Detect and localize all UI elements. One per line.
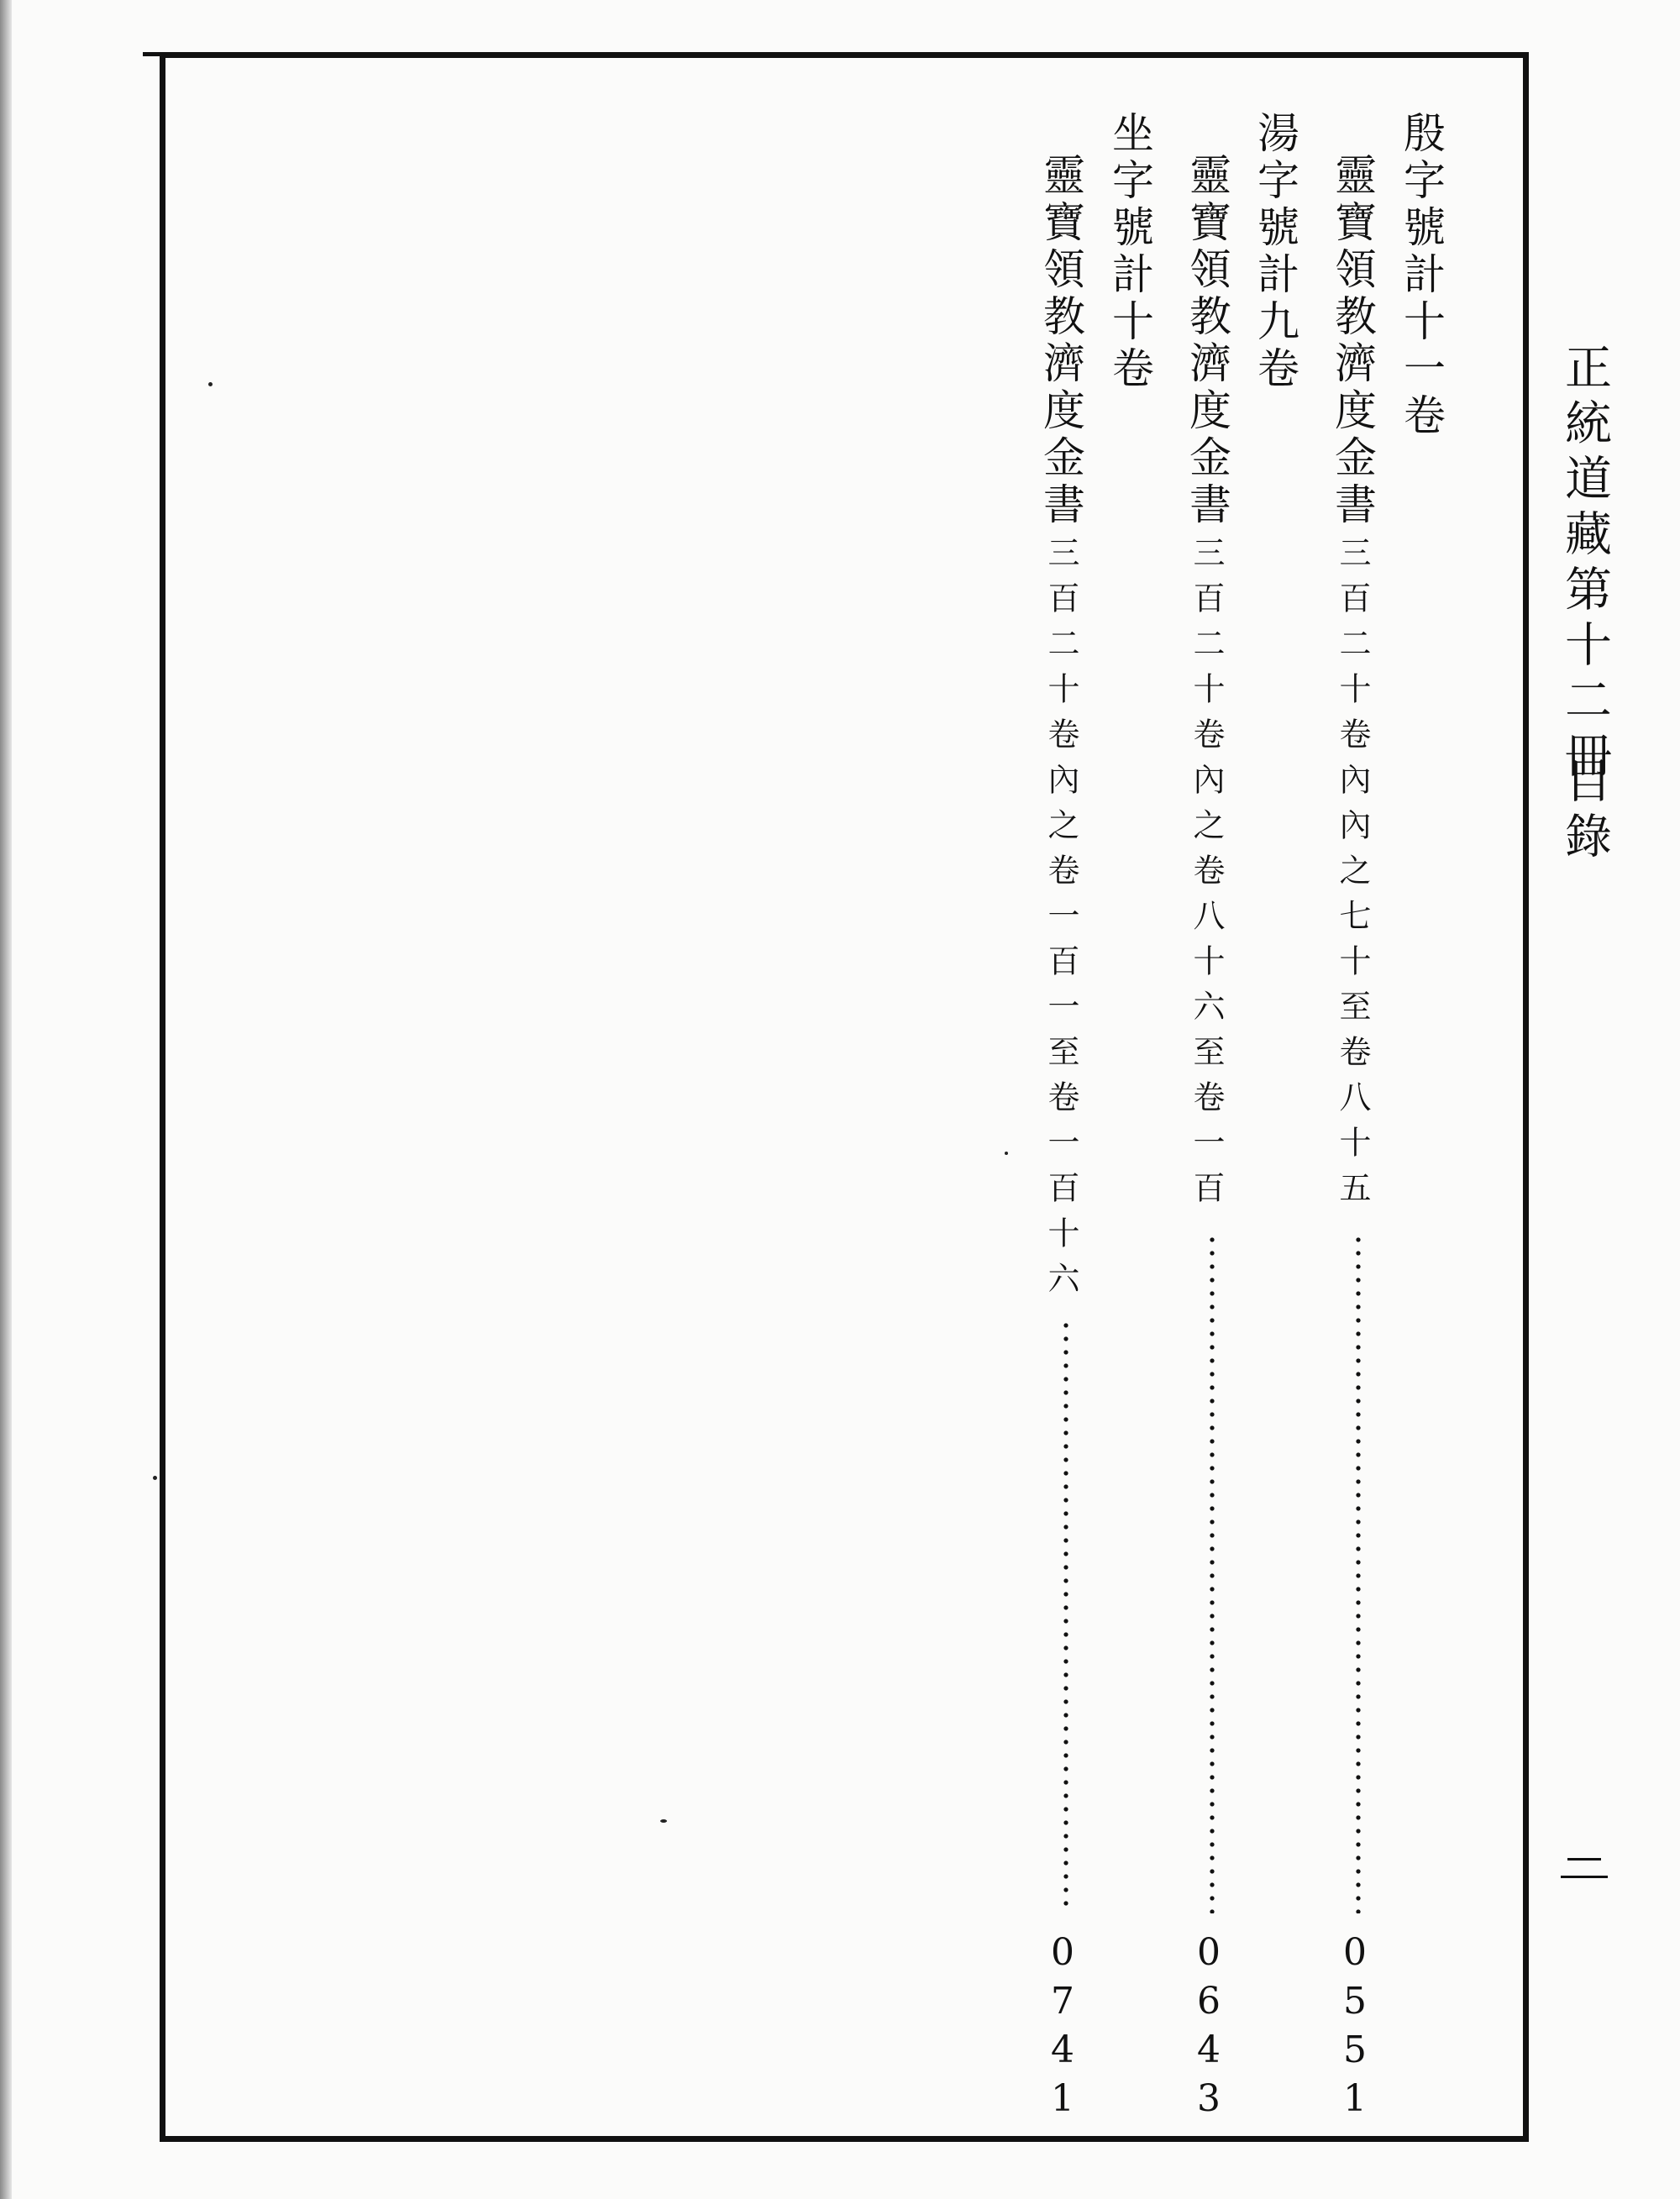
entry-1-page-digit: 5: [1343, 1980, 1367, 2023]
entry-2-page-digit: 6: [1197, 1980, 1221, 2023]
scan-speck: [1005, 1152, 1008, 1155]
scan-speck: [208, 382, 213, 386]
entry-3-page-digit: 0: [1051, 1931, 1074, 1974]
entry-1-leader-dots: [1356, 1233, 1361, 1913]
entry-2-page-digit: 4: [1197, 2028, 1221, 2071]
entry-1-page-number: [1334, 1929, 1376, 2123]
entry-3-leader-dots: [1063, 1319, 1068, 1913]
scan-speck: [153, 1476, 157, 1480]
side-title: 正統道藏第十二冊: [1557, 343, 1612, 786]
entry-3-page-digit: 4: [1051, 2028, 1074, 2071]
entry-2-volumes: 三百二十卷內之卷八十六至卷一百: [1188, 536, 1225, 1216]
entry-2-title: 靈寶領教濟度金書: [1183, 153, 1231, 529]
entry-3-page-digit: 7: [1051, 1980, 1074, 2023]
entry-1-title: 靈寶領教濟度金書: [1328, 153, 1377, 529]
side-section: 目錄: [1557, 756, 1612, 867]
scan-edge-shadow: [0, 0, 12, 2199]
page-border-frame: [160, 52, 1529, 2142]
entry-2-page-digit: 3: [1197, 2077, 1221, 2120]
entry-1-volumes: 三百二十卷內內之七十至卷八十五: [1334, 536, 1371, 1216]
entry-1-page-digit: 5: [1343, 2028, 1367, 2071]
entry-1-page-digit: 1: [1343, 2077, 1367, 2120]
entry-3-title: 靈寶領教濟度金書: [1037, 153, 1085, 529]
entry-1-heading: 殷字號計十一卷: [1397, 111, 1446, 440]
entry-2-heading: 湯字號計九卷: [1251, 111, 1299, 393]
entry-3-heading: 坐字號計十卷: [1105, 111, 1154, 393]
scan-speck: [660, 1819, 667, 1823]
entry-2-leader-dots: [1210, 1233, 1215, 1913]
entry-3-page-number: [1042, 1929, 1084, 2123]
entry-1-page-digit: 0: [1343, 1931, 1367, 1974]
entry-3-page-digit: 1: [1051, 2077, 1074, 2120]
entry-2-page-number: [1188, 1929, 1230, 2123]
folio-number: [1561, 1858, 1608, 1883]
entry-3-volumes: 三百二十卷內之卷一百一至卷一百十六: [1042, 536, 1079, 1307]
entry-2-page-digit: 0: [1197, 1931, 1221, 1974]
